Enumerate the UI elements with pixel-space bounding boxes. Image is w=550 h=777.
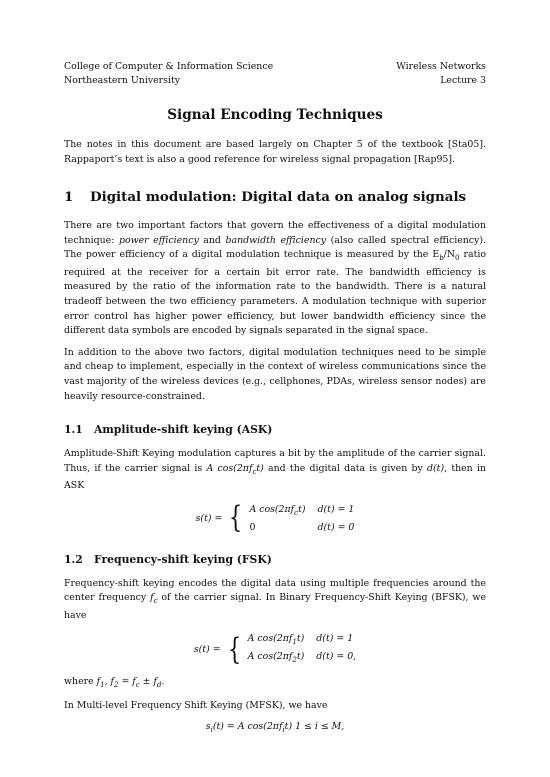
ask-equation: s(t) = { A $\cos(2\pi f_ct)$ d(t) = 1 0 d(t) = 0 (195, 500, 355, 536)
section-1-heading (64, 189, 486, 205)
header-university: Northeastern University (64, 75, 181, 86)
bfsk-equation: s(t) = { A $\cos(2\pi f_1t)$ d(t) = 1 A $\cos(2\pi f_2t)$ d(t) = 0, (193, 631, 357, 667)
header-row-2 (64, 74, 486, 88)
header-row-1 (64, 60, 486, 74)
fsk-paragraph: Frequency-shift keying encodes the digital data using multiple frequencies around the center frequency $f_c$ of the carrier signal. In Binary Frequency-Shift Keying (BFSK), we have (64, 577, 486, 621)
section-1-paragraph-1: There are two important factors that govern the effectiveness of a digital modulation technique: power efficiency and bandwidth efficiency (also called spectral efficiency). The power efficiency of a digital modulation technique is measured by the $E_b/N_0$ ratio required at the receiver for a certain bit error rate. The bandwidth efficiency is measured by the ratio of the information rate to the bandwidth. There is a natural tradeoff between the two efficiency parameters. A modulation technique with superior error control has higher power efficiency, but lower bandwidth efficiency since the different data symbols are encoded by signals separated in the signal space. (64, 220, 486, 337)
header-institution: College of Computer & Information Science (64, 61, 274, 72)
term-power-efficiency: power efficiency (118, 234, 199, 246)
section-number: 1 (64, 189, 74, 206)
intro-paragraph: The notes in this document are based largely on Chapter 5 of the textbook [Sta05]. Rappaport’s text is also a good reference for wireless signal propagation [Rap95]. (64, 139, 486, 165)
ask-paragraph: Amplitude-Shift Keying modulation captures a bit by the amplitude of the carrier signal. Thus, if the carrier signal is A $\cos(2\pi f_ct)$ and the digital data is given by d(t), then in ASK (64, 448, 486, 492)
where-line: where $f_1$, $f_2 = f_c \pm f_d$. (64, 676, 165, 689)
term-bandwidth-efficiency: bandwidth efficiency (225, 234, 327, 246)
header-course: Wireless Networks (396, 61, 486, 72)
document-page (64, 60, 486, 742)
section-1-paragraph-2: In addition to the above two factors, digital modulation techniques need to be simple and cheap to implement, especially in the context of wireless communications since the vast majority of the wireless devices (e.g., cellphones, PDAs, wireless sensor nodes) are heavily resource-constrained. (64, 346, 486, 402)
section-title: Digital modulation: Digital data on analog signals (90, 189, 467, 206)
header-lecture: Lecture 3 (440, 75, 486, 86)
section-1-2-heading: 1.2 Frequency-shift keying (FSK) (64, 552, 272, 566)
mfsk-intro: In Multi-level Frequency Shift Keying (MFSK), we have (64, 699, 328, 711)
document-title: Signal Encoding Techniques (167, 107, 383, 123)
mfsk-equation: $s_i(t) = A$ $\cos(2\pi f_it) 1 \le i \le M$, (205, 721, 345, 735)
section-1-1-heading: 1.1 Amplitude-shift keying (ASK) (64, 423, 273, 437)
